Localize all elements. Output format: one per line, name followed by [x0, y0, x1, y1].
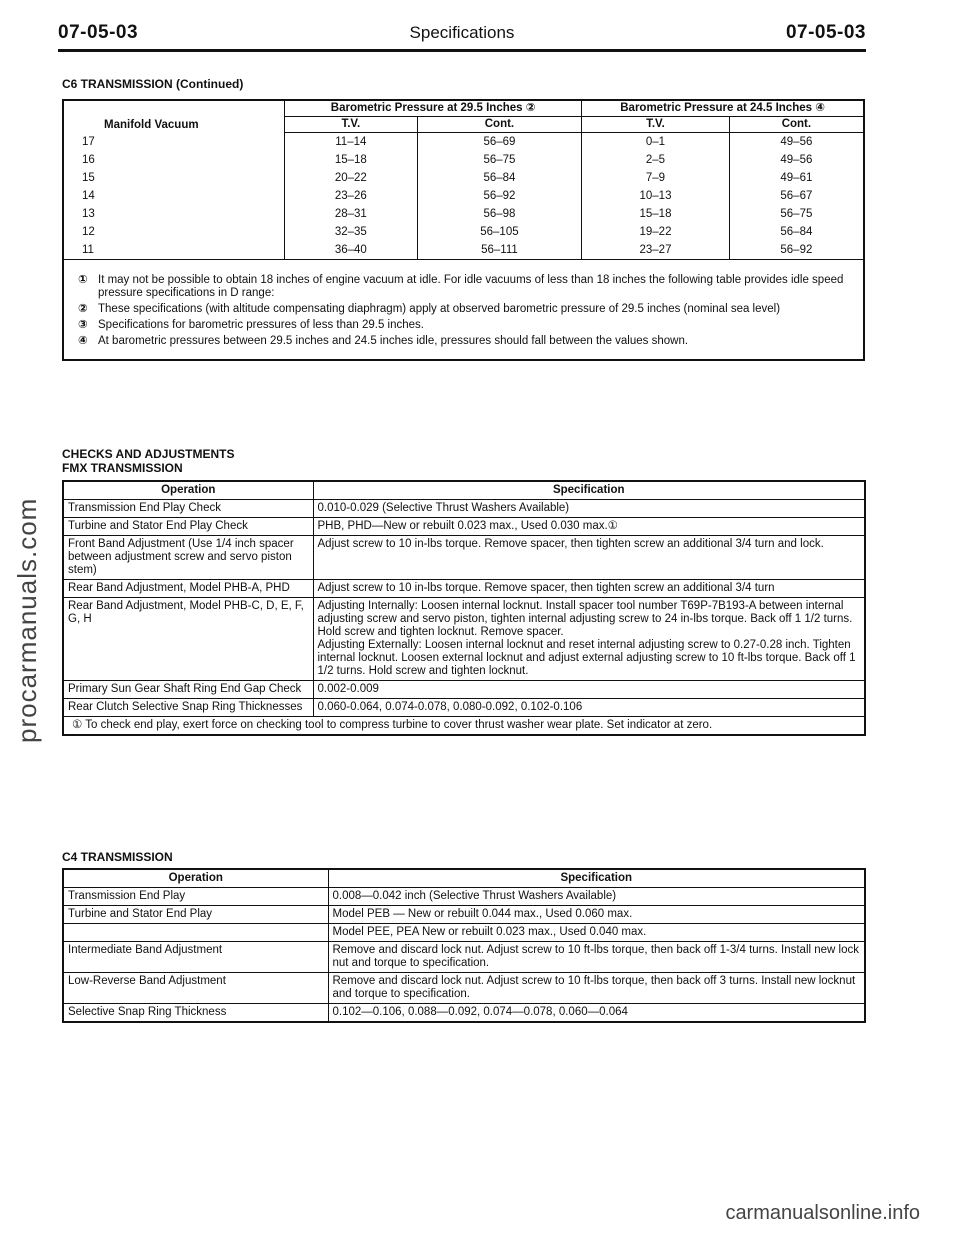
pressure-cell: 2–5 — [582, 151, 730, 169]
specification-cell — [328, 942, 865, 973]
page-number-left: 07-05-03 — [58, 22, 139, 43]
pressure-cell: 56–67 — [729, 187, 864, 205]
col-tv: T.V. — [285, 117, 418, 133]
c6-row — [63, 187, 864, 205]
pressure-cell: 56–105 — [417, 223, 582, 241]
pressure-cell: 49–56 — [729, 133, 864, 152]
spec-row — [63, 888, 865, 906]
page-number-right: 07-05-03 — [785, 22, 866, 43]
col-cont: Cont. — [417, 117, 582, 133]
page-title: Specifications — [409, 23, 515, 42]
pressure-cell: 56–98 — [417, 205, 582, 223]
specification-line: Adjusting Externally: Loosen internal locknut and reset internal adjusting screw to 0.27-0.28 inch. Tighten internal locknut. Loosen external locknut and adjust external adjusting screw to 10 ft-lbs torque. Back off 1 1/2 turns. Hold screw and tighten locknut. — [317, 639, 856, 677]
c6-footnotes — [63, 260, 864, 361]
pressure-cell: 32–35 — [285, 223, 418, 241]
c6-section-title: C6 TRANSMISSION (Continued) — [62, 77, 244, 91]
col-specification: Specification — [328, 869, 865, 888]
pressure-cell: 15–18 — [285, 151, 418, 169]
operation-cell: Front Band Adjustment (Use 1/4 inch spacer between adjustment screw and servo piston stem) — [63, 536, 313, 580]
operation-cell: Transmission End Play Check — [63, 500, 313, 518]
pressure-cell: 56–92 — [729, 241, 864, 260]
group-29-5: Barometric Pressure at 29.5 Inches ② — [285, 100, 582, 117]
pressure-cell: 23–27 — [582, 241, 730, 260]
c6-row — [63, 151, 864, 169]
group-24-5: Barometric Pressure at 24.5 Inches ④ — [582, 100, 864, 117]
specification-cell — [313, 699, 865, 717]
footnote — [78, 319, 855, 332]
pressure-cell: 49–61 — [729, 169, 864, 187]
specification-cell — [328, 906, 865, 924]
specification-cell — [313, 681, 865, 699]
operation-cell: Transmission End Play — [63, 888, 328, 906]
pressure-cell: 49–56 — [729, 151, 864, 169]
specification-line: 0.002-0.009 — [317, 683, 379, 695]
footnote-text: These specifications (with altitude compensating diaphragm) apply at observed barometric pressure of 29.5 inches (nominal sea level) — [98, 303, 781, 315]
c6-row — [63, 241, 864, 260]
header-rule — [58, 49, 866, 52]
col-specification: Specification — [313, 481, 865, 500]
manifold-vacuum-cell: 17 — [82, 135, 95, 148]
watermark-bottom: carmanualsonline.info — [725, 1202, 920, 1224]
c4-title: C4 TRANSMISSION — [62, 850, 173, 864]
spec-row — [63, 942, 865, 973]
col-tv: T.V. — [582, 117, 730, 133]
pressure-cell: 28–31 — [285, 205, 418, 223]
fmx-title: FMX TRANSMISSION — [62, 461, 183, 475]
c4-table — [62, 868, 866, 1023]
spec-row — [63, 699, 865, 717]
pressure-cell: 10–13 — [582, 187, 730, 205]
pressure-cell: 20–22 — [285, 169, 418, 187]
c6-row — [63, 205, 864, 223]
specification-cell — [313, 536, 865, 580]
spec-row — [63, 518, 865, 536]
manifold-vacuum-cell: 13 — [82, 208, 95, 220]
manifold-vacuum-cell: 15 — [82, 172, 95, 184]
pressure-cell: 7–9 — [582, 169, 730, 187]
footnote-marker: ④ — [78, 335, 88, 347]
pressure-cell: 56–111 — [417, 241, 582, 260]
footnote-text: Specifications for barometric pressures of less than 29.5 inches. — [98, 319, 424, 331]
operation-cell: Rear Band Adjustment, Model PHB-A, PHD — [63, 580, 313, 598]
specification-line: PHB, PHD—New or rebuilt 0.023 max., Used 0.030 max.① — [317, 520, 618, 532]
specification-cell — [313, 518, 865, 536]
operation-cell: Primary Sun Gear Shaft Ring End Gap Check — [63, 681, 313, 699]
operation-cell: Turbine and Stator End Play Check — [63, 518, 313, 536]
footnote — [78, 303, 855, 316]
pressure-cell: 19–22 — [582, 223, 730, 241]
pressure-cell: 56–84 — [417, 169, 582, 187]
specification-line: Adjusting Internally: Loosen internal locknut. Install spacer tool number T69P-7B193-A between internal adjusting screw and servo piston, tighten internal adjusting screw to 24 in-lbs torque. Back off 1 1/2 turns. Hold screw and tighten locknut. Remove spacer. — [317, 600, 853, 638]
operation-cell: Rear Band Adjustment, Model PHB-C, D, E, F, G, H — [63, 598, 313, 681]
specification-cell — [328, 1004, 865, 1023]
manifold-vacuum-cell: 11 — [82, 244, 94, 256]
operation-cell: Selective Snap Ring Thickness — [63, 1004, 328, 1023]
specification-cell — [328, 888, 865, 906]
specification-cell — [313, 580, 865, 598]
specification-line: Adjust screw to 10 in-lbs torque. Remove spacer, then tighten screw an additional 3/4 turn and lock. — [317, 538, 824, 550]
footnote-text: It may not be possible to obtain 18 inches of engine vacuum at idle. For idle vacuums of less than 18 inches the following table provides idle speed pressure specifications in D range: — [98, 274, 844, 299]
specification-cell — [313, 500, 865, 518]
spec-row — [63, 580, 865, 598]
spec-row — [63, 681, 865, 699]
c6-vacuum-table — [62, 99, 865, 361]
specification-line: 0.102—0.106, 0.088—0.092, 0.074—0.078, 0.060—0.064 — [332, 1006, 628, 1018]
pressure-cell: 56–84 — [729, 223, 864, 241]
footnote-marker: ③ — [78, 319, 88, 331]
manifold-vacuum-cell: 12 — [82, 226, 95, 238]
manifold-vacuum-cell: 14 — [82, 190, 95, 202]
col-cont: Cont. — [729, 117, 864, 133]
watermark-side: procarmanuals.com — [12, 497, 42, 743]
checks-title: CHECKS AND ADJUSTMENTS — [62, 447, 235, 461]
manifold-vacuum-cell: 16 — [82, 154, 95, 166]
fmx-footnote: ① To check end play, exert force on checking tool to compress turbine to cover thrust washer wear plate. Set indicator at zero. — [63, 717, 865, 736]
col-manifold-vacuum: Manifold Vacuum — [104, 118, 199, 131]
spec-row — [63, 973, 865, 1004]
specification-line: Remove and discard lock nut. Adjust screw to 10 ft-lbs torque, then back off 1-3/4 turns. Install new lock nut and torque to specification. — [332, 944, 860, 969]
specification-line: Adjust screw to 10 in-lbs torque. Remove spacer, then tighten screw an additional 3/4 turn — [317, 582, 775, 594]
operation-cell: Turbine and Stator End Play — [63, 906, 328, 924]
specification-cell — [328, 973, 865, 1004]
fmx-table — [62, 480, 866, 736]
spec-row — [63, 924, 865, 942]
operation-cell: Intermediate Band Adjustment — [63, 942, 328, 973]
page-header — [58, 22, 866, 52]
operation-cell: Low-Reverse Band Adjustment — [63, 973, 328, 1004]
spec-row — [63, 1004, 865, 1023]
specification-line: Model PEE, PEA New or rebuilt 0.023 max., Used 0.040 max. — [332, 926, 647, 938]
pressure-cell: 15–18 — [582, 205, 730, 223]
footnote — [78, 274, 855, 300]
spec-row — [63, 536, 865, 580]
spec-row — [63, 906, 865, 924]
pressure-cell: 36–40 — [285, 241, 418, 260]
pressure-cell: 56–75 — [729, 205, 864, 223]
specification-line: Remove and discard lock nut. Adjust screw to 10 ft-lbs torque, then back off 3 turns. Install new locknut and torque to specification. — [332, 975, 856, 1000]
pressure-cell: 56–92 — [417, 187, 582, 205]
footnote-marker: ① — [78, 274, 88, 286]
operation-cell — [63, 924, 328, 942]
specification-cell — [328, 924, 865, 942]
c6-row — [63, 169, 864, 187]
pressure-cell: 0–1 — [582, 133, 730, 152]
col-operation: Operation — [63, 481, 313, 500]
operation-cell: Rear Clutch Selective Snap Ring Thicknesses — [63, 699, 313, 717]
specification-cell — [313, 598, 865, 681]
pressure-cell: 11–14 — [285, 133, 418, 152]
spec-row — [63, 500, 865, 518]
specification-line: 0.010-0.029 (Selective Thrust Washers Available) — [317, 502, 570, 514]
pressure-cell: 23–26 — [285, 187, 418, 205]
pressure-cell: 56–69 — [417, 133, 582, 152]
specification-line: 0.008—0.042 inch (Selective Thrust Washers Available) — [332, 890, 617, 902]
c6-row — [63, 133, 864, 152]
spec-row — [63, 598, 865, 681]
footnote-text: At barometric pressures between 29.5 inches and 24.5 inches idle, pressures should fall between the values shown. — [98, 335, 689, 347]
specification-line: 0.060-0.064, 0.074-0.078, 0.080-0.092, 0.102-0.106 — [317, 701, 583, 713]
col-operation: Operation — [63, 869, 328, 888]
c6-row — [63, 223, 864, 241]
pressure-cell: 56–75 — [417, 151, 582, 169]
footnote-marker: ② — [78, 303, 88, 315]
footnote — [78, 335, 855, 348]
specification-line: Model PEB — New or rebuilt 0.044 max., Used 0.060 max. — [332, 908, 633, 920]
